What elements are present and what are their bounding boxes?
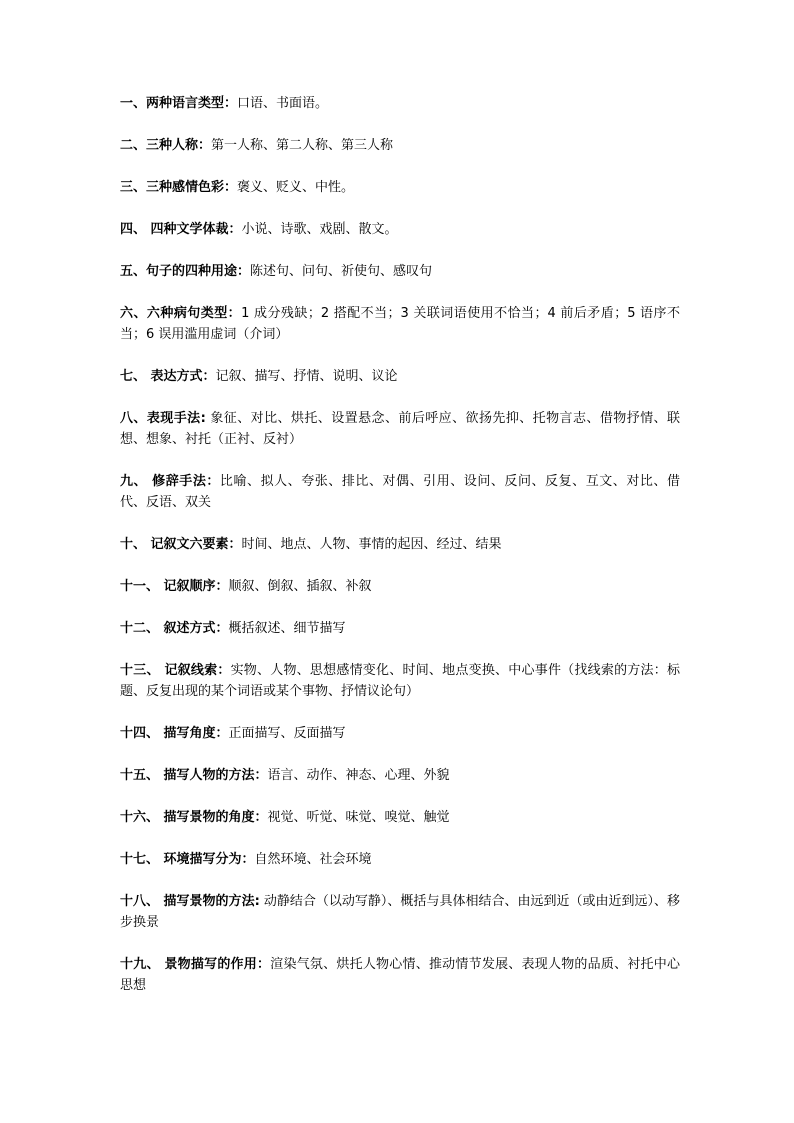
list-item — [120, 93, 680, 114]
list-item — [120, 807, 680, 828]
item-number: 十三、 — [120, 663, 165, 678]
item-number: 二、 — [120, 138, 147, 153]
item-number: 四、 — [120, 222, 151, 237]
item-heading: 记叙顺序： — [163, 579, 229, 594]
item-body: 比喻、拟人、夸张、排比、对偶、引用、设问、反问、反复、互文、对比、借代、反语、双关 — [120, 474, 680, 510]
item-heading: 三种感情色彩： — [146, 180, 238, 195]
item-body: 视觉、听觉、味觉、嗅觉、触觉 — [267, 810, 450, 825]
item-number: 一、 — [120, 96, 147, 111]
item-heading: 两种语言类型： — [146, 96, 238, 111]
list-item — [120, 219, 680, 240]
list-item — [120, 261, 680, 282]
list-item — [120, 765, 680, 786]
item-body: 实物、人物、思想感情变化、时间、地点变换、中心事件（找线索的方法：标题、反复出现的某个词语或某个事物、抒情议论句） — [120, 663, 680, 699]
item-body: 自然环境、社会环境 — [254, 852, 372, 867]
list-item — [120, 660, 680, 702]
item-body: 口语、书面语。 — [237, 96, 329, 111]
item-heading: 描写角度： — [163, 726, 229, 741]
list-item — [120, 135, 680, 156]
item-number: 十二、 — [120, 621, 164, 636]
item-body: 概括叙述、细节描写 — [228, 621, 346, 636]
list-item — [120, 723, 680, 744]
list-item — [120, 534, 680, 555]
item-heading: 记叙线索： — [164, 663, 231, 678]
item-body: 时间、地点、人物、事情的起因、经过、结果 — [241, 537, 502, 552]
item-heading: 句子的四种用途： — [146, 264, 251, 279]
item-body: 象征、对比、烘托、设置悬念、前后呼应、欲扬先抑、托物言志、借物抒情、联想、想象、衬托（正衬、反衬） — [120, 411, 680, 447]
item-number: 十四、 — [120, 726, 164, 741]
list-item — [120, 177, 680, 198]
item-number: 九、 — [120, 474, 153, 489]
item-number: 十、 — [120, 537, 151, 552]
item-body: 褒义、贬义、中性。 — [237, 180, 355, 195]
item-heading: 四种文学体裁： — [150, 222, 242, 237]
item-heading: 描写人物的方法： — [163, 768, 268, 783]
list-item — [120, 471, 680, 513]
list-item — [120, 954, 680, 996]
item-body: 1 成分残缺；2 搭配不当；3 关联词语使用不恰当；4 前后矛盾；5 语序不当；6 误用滥用虚词（介词） — [120, 306, 680, 342]
item-heading: 景物描写的作用： — [164, 957, 271, 972]
item-heading: 描写景物的方法: — [163, 894, 260, 909]
item-body: 记叙、描写、抒情、说明、议论 — [215, 369, 398, 384]
item-heading: 叙述方式： — [163, 621, 229, 636]
item-body: 渲染气氛、烘托人物心情、推动情节发展、表现人物的品质、衬托中心思想 — [120, 957, 680, 993]
list-item — [120, 618, 680, 639]
item-heading: 记叙文六要素： — [150, 537, 242, 552]
list-item — [120, 576, 680, 597]
item-number: 八、 — [120, 411, 147, 426]
item-body: 顺叙、倒叙、插叙、补叙 — [228, 579, 372, 594]
item-body: 正面描写、反面描写 — [228, 726, 346, 741]
list-item — [120, 408, 680, 450]
item-number: 五、 — [120, 264, 147, 279]
item-body: 小说、诗歌、戏剧、散文。 — [241, 222, 398, 237]
list-item — [120, 891, 680, 933]
list-item — [120, 366, 680, 387]
item-heading: 表现手法: — [146, 411, 206, 426]
item-number: 十八、 — [120, 894, 164, 909]
list-item — [120, 303, 680, 345]
item-number: 十五、 — [120, 768, 164, 783]
item-number: 十一、 — [120, 579, 164, 594]
item-body: 语言、动作、神态、心理、外貌 — [267, 768, 450, 783]
item-number: 十九、 — [120, 957, 165, 972]
item-heading: 修辞手法： — [152, 474, 220, 489]
document-page — [120, 93, 680, 1017]
item-number: 三、 — [120, 180, 147, 195]
item-number: 十七、 — [120, 852, 164, 867]
item-heading: 环境描写分为： — [163, 852, 255, 867]
item-body: 陈述句、问句、祈使句、感叹句 — [250, 264, 433, 279]
item-number: 六、 — [120, 306, 147, 321]
item-heading: 描写景物的角度： — [163, 810, 268, 825]
item-number: 七、 — [120, 369, 151, 384]
item-heading: 三种人称： — [146, 138, 212, 153]
item-body: 动静结合（以动写静）、概括与具体相结合、由远到近（或由近到远）、移步换景 — [120, 894, 680, 930]
item-body: 第一人称、第二人称、第三人称 — [211, 138, 394, 153]
item-heading: 六种病句类型： — [146, 306, 242, 321]
list-item — [120, 849, 680, 870]
item-number: 十六、 — [120, 810, 164, 825]
item-heading: 表达方式： — [150, 369, 216, 384]
